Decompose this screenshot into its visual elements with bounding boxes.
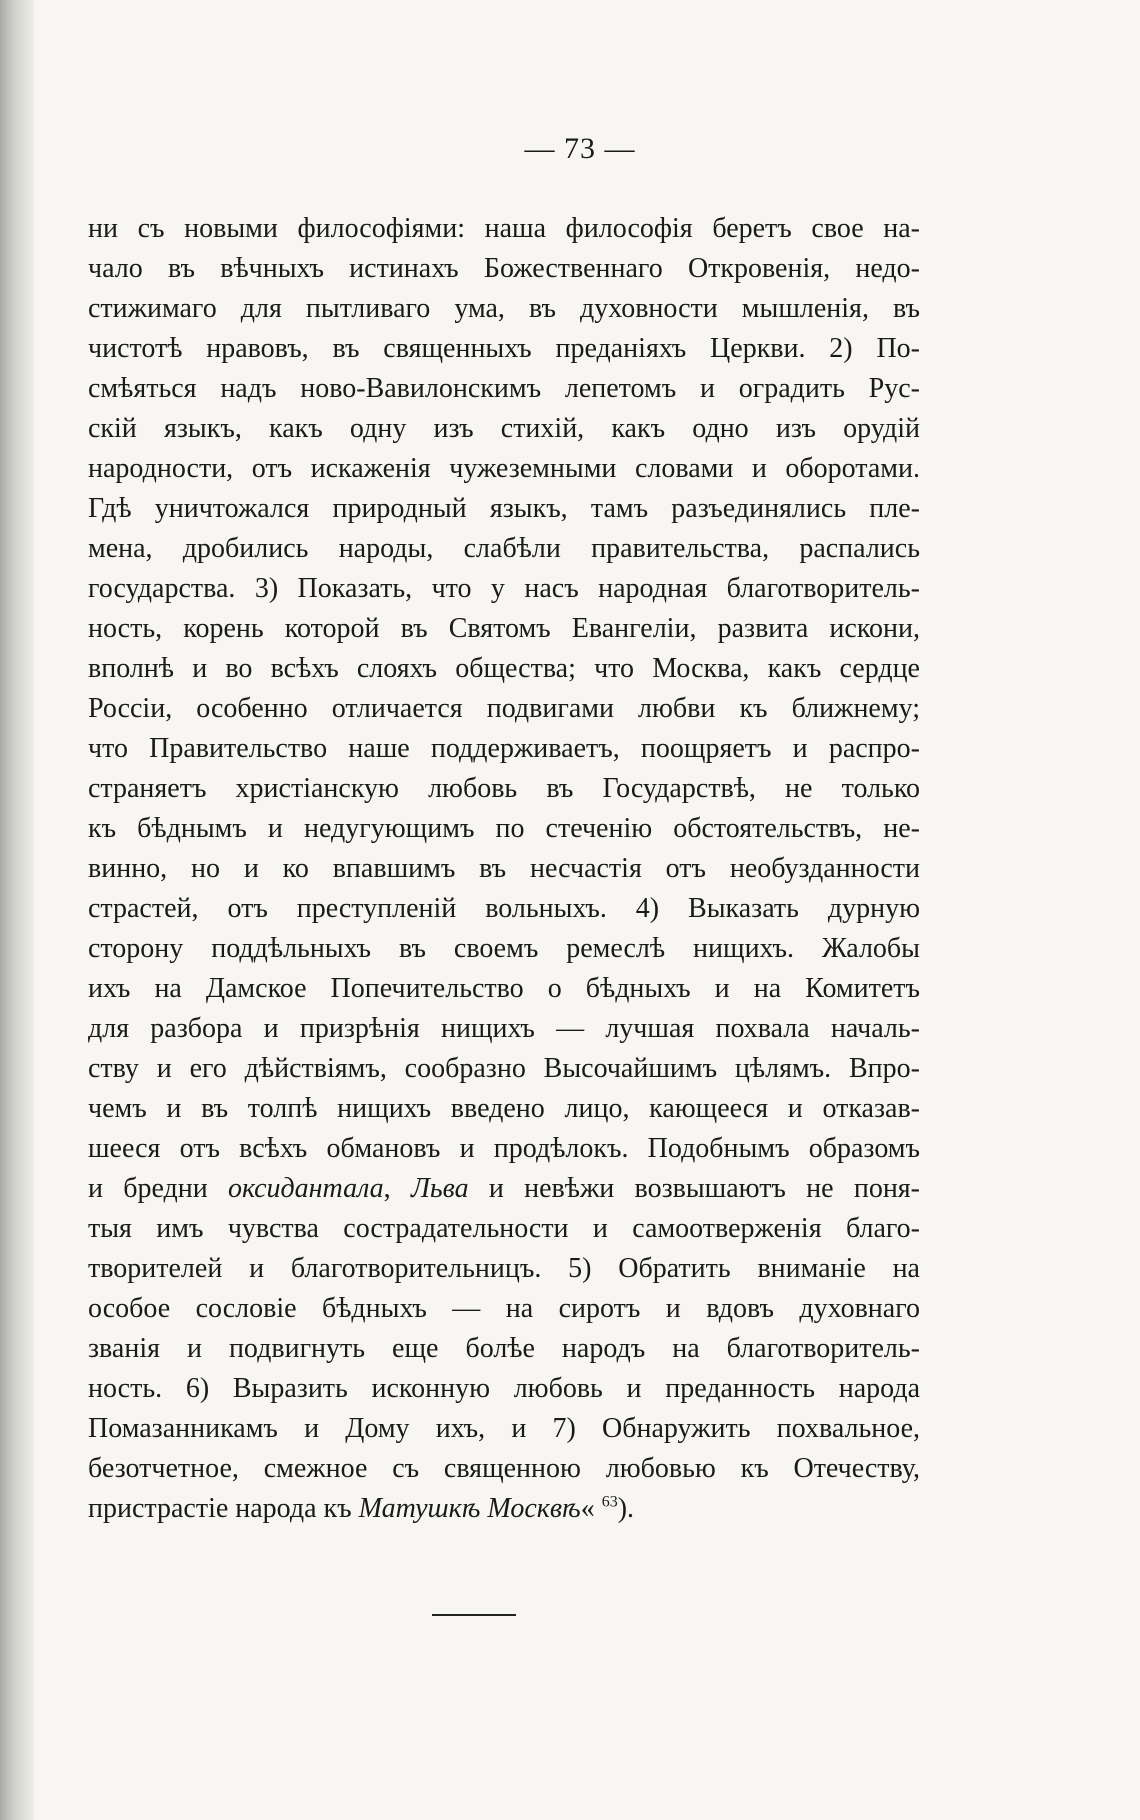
text-line: страстей, отъ преступленій вольныхъ. 4) Выказать дурную <box>88 893 920 924</box>
text-line: скій языкъ, какъ одну изъ стихій, какъ одно изъ орудій <box>88 413 920 444</box>
text-line: вполнѣ и во всѣхъ слояхъ общества; что Москва, какъ сердце <box>88 653 920 684</box>
text-line: особое сословіе бѣдныхъ — на сиротъ и вдовъ духовнаго <box>88 1293 920 1324</box>
text-run: , <box>383 1173 411 1204</box>
page-number: — 73 — <box>524 132 636 165</box>
text-run: и бредни <box>88 1173 229 1204</box>
text-line: сторону поддѣльныхъ въ своемъ ремеслѣ нищихъ. Жалобы <box>88 933 920 964</box>
text-run: и невѣжи возвышаютъ не поня- <box>468 1173 920 1204</box>
footnote-marker: 63 <box>601 1493 618 1511</box>
text-line: къ бѣднымъ и недугующимъ по стеченію обстоятельствъ, не- <box>88 813 920 844</box>
text-line: творителей и благотворительницъ. 5) Обратить вниманіе на <box>88 1253 920 1284</box>
text-line: страняетъ христіанскую любовь въ Государствѣ, не только <box>88 773 920 804</box>
text-line: стижимаго для пытливаго ума, въ духовности мышленія, въ <box>88 293 920 324</box>
text-line: государства. 3) Показать, что у насъ народная благотворитель- <box>88 573 920 604</box>
text-run: ). <box>617 1493 635 1524</box>
text-line: чало въ вѣчныхъ истинахъ Божественнаго Откровенія, недо- <box>88 253 920 284</box>
closing-quote: « <box>580 1493 595 1524</box>
text-line: ству и его дѣйствіямъ, сообразно Высочайшимъ цѣлямъ. Впро- <box>88 1053 920 1084</box>
text-line: для разбора и призрѣнія нищихъ — лучшая похвала началь- <box>88 1013 920 1044</box>
text-line-with-italics <box>88 1169 920 1209</box>
text-run: пристрастіе народа къ <box>88 1493 359 1524</box>
text-line-final <box>88 1489 920 1529</box>
italic-title-matushka-moskva: Матушкѣ Москвѣ <box>358 1493 581 1524</box>
text-line: ность, корень которой въ Святомъ Евангеліи, развита искони, <box>88 613 920 644</box>
text-line: званія и подвигнуть еще болѣе народъ на благотворитель- <box>88 1333 920 1364</box>
text-line: Россіи, особенно отличается подвигами любви къ ближнему; <box>88 693 920 724</box>
text-line: смѣяться надъ ново-Вавилонскимъ лепетомъ и оградить Рус- <box>88 373 920 404</box>
text-line: народности, отъ искаженія чужеземными словами и оборотами. <box>88 453 920 484</box>
text-line: чемъ и въ толпѣ нищихъ введено лицо, кающееся и отказав- <box>88 1093 920 1124</box>
italic-name-oksidantal: оксидантала <box>228 1173 384 1204</box>
italic-name-lev: Льва <box>410 1173 469 1204</box>
text-line: винно, но и ко впавшимъ въ несчастія отъ необузданности <box>88 853 920 884</box>
text-line: ни съ новыми философіями: наша философія беретъ свое на- <box>88 213 920 244</box>
text-line: Гдѣ уничтожался природный языкъ, тамъ разъединялись пле- <box>88 493 920 524</box>
text-line: что Правительство наше поддерживаетъ, поощряетъ и распро- <box>88 733 920 764</box>
text-line: шееся отъ всѣхъ обмановъ и продѣлокъ. Подобнымъ образомъ <box>88 1133 920 1164</box>
body-text <box>88 209 920 1529</box>
text-line: тыя имъ чувства сострадательности и самоотверженія благо- <box>88 1213 920 1244</box>
section-end-rule <box>432 1614 516 1616</box>
text-line: мена, дробились народы, слабѣли правительства, распались <box>88 533 920 564</box>
text-line: Помазанникамъ и Дому ихъ, и 7) Обнаружить похвальное, <box>88 1413 920 1444</box>
page-gutter-shadow <box>0 0 34 1820</box>
text-line: чистотѣ нравовъ, въ священныхъ преданіяхъ Церкви. 2) По- <box>88 333 920 364</box>
text-line: ность. 6) Выразить исконную любовь и преданность народа <box>88 1373 920 1404</box>
text-line: ихъ на Дамское Попечительство о бѣдныхъ и на Комитетъ <box>88 973 920 1004</box>
text-line: безотчетное, смежное съ священною любовью къ Отечеству, <box>88 1453 920 1484</box>
